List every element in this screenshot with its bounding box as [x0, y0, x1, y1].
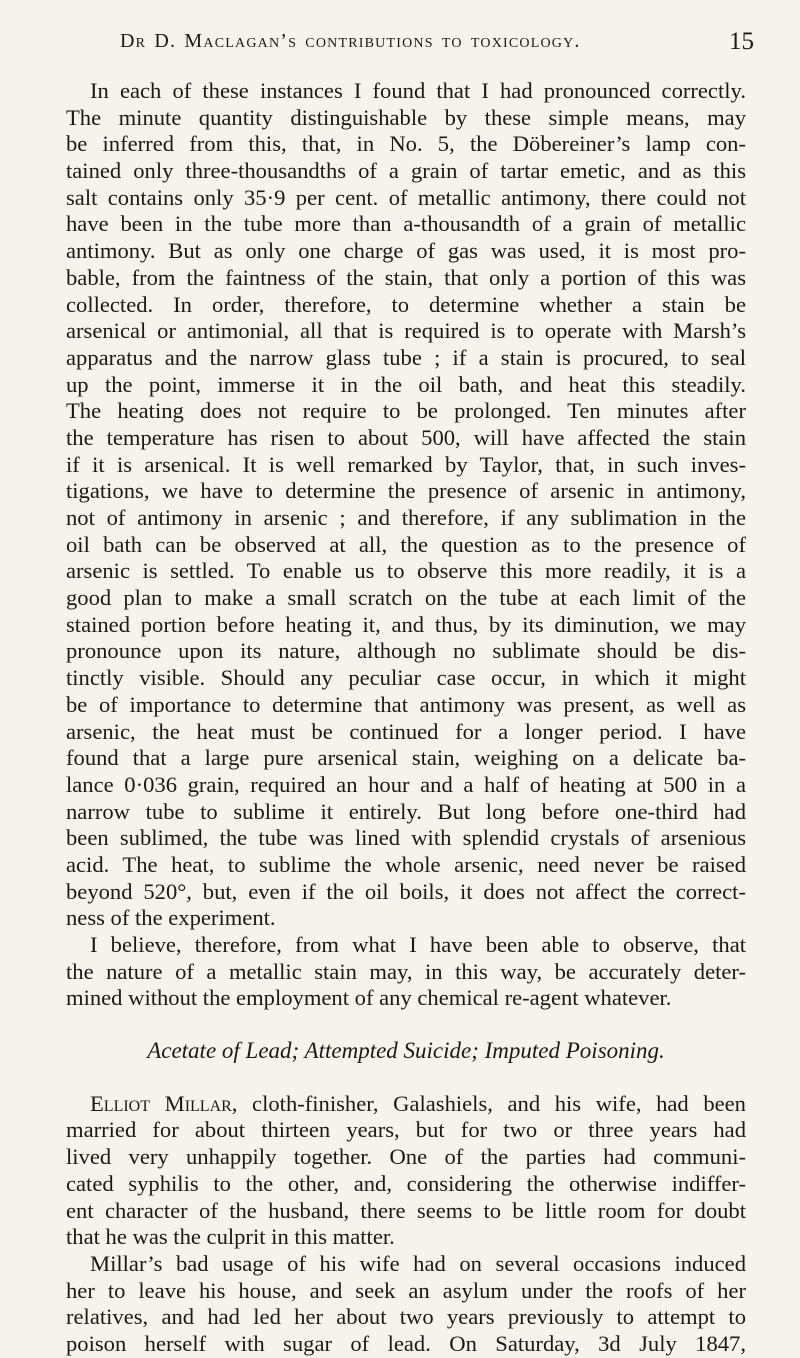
case-name: Elliot Millar, — [90, 1090, 238, 1116]
text-line: married for about thirteen years, but for two or three years had — [66, 1117, 746, 1143]
text-line: found that a large pure arsenical stain, weighing on a delicate ba- — [66, 745, 746, 771]
text-line: her to leave his house, and seek an asylum under the roofs of her — [66, 1277, 746, 1303]
text-line: have been in the tube more than a-thousandth of a grain of metallic — [66, 211, 746, 237]
text-line: In each of these instances I found that I had pronounced correctly. — [90, 78, 746, 103]
text-line: acid. The heat, to sublime the whole arsenic, need never be raised — [66, 851, 746, 877]
text-line: The heating does not require to be prolonged. Ten minutes after — [66, 398, 746, 424]
text-line: up the point, immerse it in the oil bath, and heat this steadily. — [66, 371, 746, 397]
text-line: that he was the culprit in this matter. — [66, 1224, 395, 1250]
text-line: be inferred from this, that, in No. 5, the Döbereiner’s lamp con- — [66, 131, 746, 157]
text-line: I believe, therefore, from what I have been able to observe, that — [90, 932, 746, 957]
text-line: arsenic, the heat must be continued for a longer period. I have — [66, 718, 746, 744]
page-number: 15 — [729, 28, 754, 55]
text-line: pronounce upon its nature, although no sublimate should be dis- — [66, 638, 746, 664]
text-line: been sublimed, the tube was lined with splendid crystals of arsenious — [66, 825, 746, 851]
text-line: not of antimony in arsenic ; and therefore, if any sublimation in the — [66, 505, 746, 530]
text-line: apparatus and the narrow glass tube ; if a stain is procured, to seal — [66, 344, 746, 370]
paragraph-conclusion — [66, 932, 746, 1012]
text-line: tinctly visible. Should any peculiar case occur, in which it might — [66, 665, 746, 691]
text-line: cated syphilis to the other, and, considering the otherwise indiffer- — [66, 1170, 746, 1196]
text-line: ness of the experiment. — [66, 905, 276, 931]
running-head — [94, 24, 754, 64]
text-line: ent character of the husband, there seems to be little room for doubt — [66, 1197, 746, 1223]
text-fragment: cloth-finisher, Galashiels, and his wife, had been — [237, 1090, 746, 1116]
text-line: mined without the employment of any chemical re-agent whatever. — [66, 985, 672, 1011]
section-heading: Acetate of Lead; Attempted Suicide; Imputed Poisoning. — [147, 1038, 665, 1064]
body-text — [66, 78, 746, 1358]
text-line: arsenic is settled. To enable us to observe this more readily, it is a — [66, 558, 746, 584]
text-line: lived very unhappily together. One of the parties had communi- — [66, 1144, 746, 1170]
text-line: collected. In order, therefore, to determine whether a stain be — [66, 291, 746, 317]
text-line: salt contains only 35·9 per cent. of metallic antimony, there could not — [66, 184, 746, 210]
text-line: bable, from the faintness of the stain, that only a portion of this was — [66, 264, 746, 290]
text-line: be of importance to determine that antimony was present, as well as — [66, 691, 746, 717]
text-line: tained only three-thousandths of a grain of tartar emetic, and as this — [66, 158, 746, 184]
text-line: narrow tube to sublime it entirely. But long before one-third had — [66, 798, 746, 824]
text-line: lance 0·036 grain, required an hour and a half of heating at 500 in a — [66, 771, 746, 797]
text-line: good plan to make a small scratch on the tube at each limit of the — [66, 585, 746, 611]
text-line: if it is arsenical. It is well remarked by Taylor, that, in such inves- — [66, 451, 746, 477]
text-line: oil bath can be observed at all, the question as to the presence of — [66, 531, 746, 557]
text-line: stained portion before heating it, and thus, by its diminution, we may — [66, 611, 746, 637]
paragraph-case-intro — [66, 1091, 746, 1251]
paragraph-marsh-test — [66, 78, 746, 932]
text-line: antimony. But as only one charge of gas was used, it is most pro- — [66, 238, 746, 264]
text-line: relatives, and had led her about two years previously to attempt to — [66, 1304, 746, 1330]
text-line: beyond 520°, but, even if the oil boils, it does not affect the correct- — [66, 878, 746, 904]
text-line: the nature of a metallic stain may, in this way, be accurately deter- — [66, 958, 746, 984]
text-line: the temperature has risen to about 500, will have affected the stain — [66, 424, 746, 450]
paragraph-case-history — [66, 1251, 746, 1358]
text-line: The minute quantity distinguishable by these simple means, may — [66, 104, 746, 130]
text-line: arsenical or antimonial, all that is required is to operate with Marsh’s — [66, 318, 746, 344]
text-line — [66, 1091, 746, 1118]
text-line: tigations, we have to determine the presence of arsenic in antimony, — [66, 478, 746, 504]
running-title: Dr D. Maclagan’s contributions to toxicology. — [120, 30, 581, 52]
text-line: Millar’s bad usage of his wife had on several occasions induced — [90, 1250, 746, 1276]
text-line: poison herself with sugar of lead. On Saturday, 3d July 1847, — [66, 1330, 746, 1356]
